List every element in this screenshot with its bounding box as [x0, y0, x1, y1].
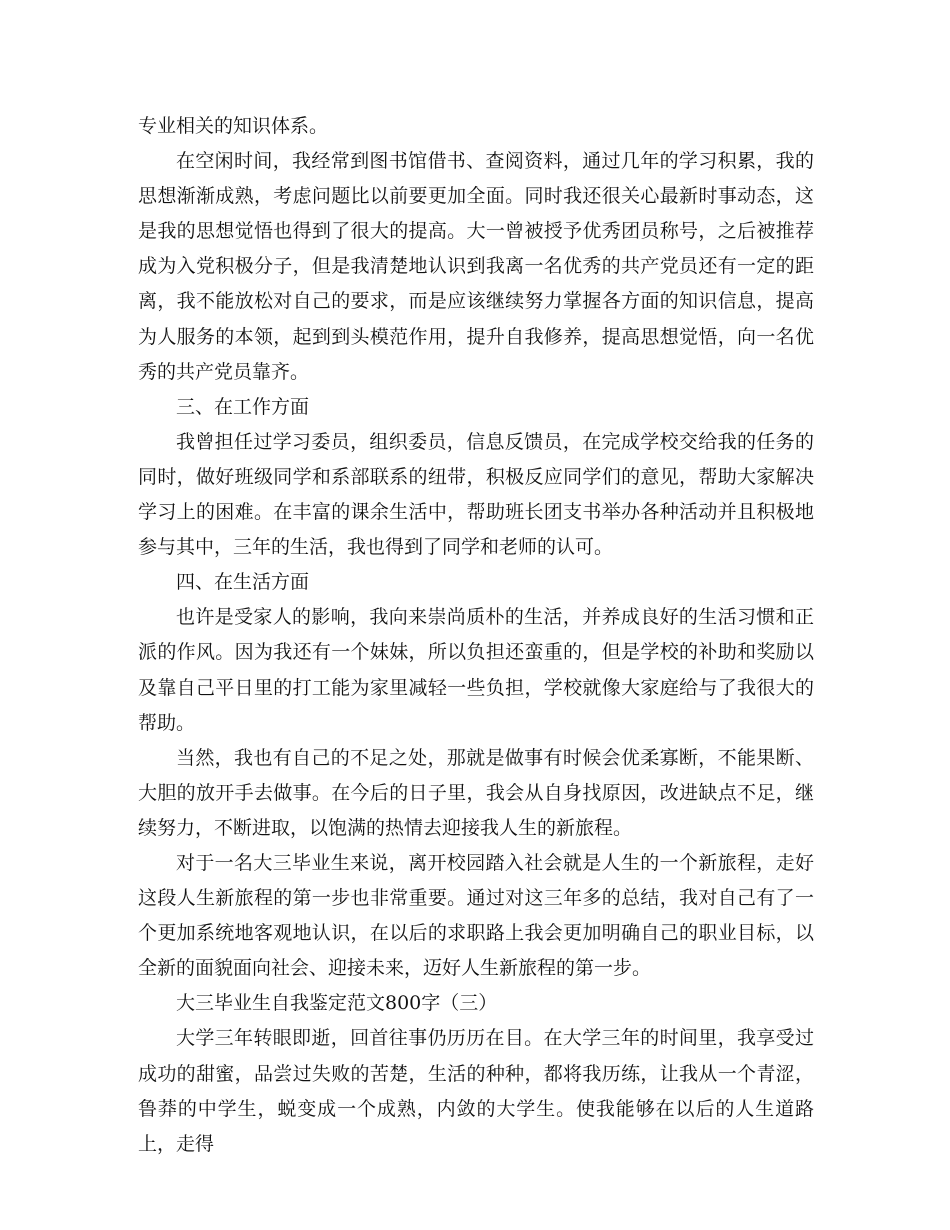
sample-title: 大三毕业生自我鉴定范文800字（三） [176, 992, 498, 1015]
paragraph-sample-intro: 大学三年转眼即逝，回首往事仍历历在目。在大学三年的时间里，我享受过成功的甜蜜，品尝过失败的苦楚，生活的种种，都将我历练，让我从一个青涩，鲁莽的中学生，蜕变成一个成熟，内敛的大学生。使我能够在以后的人生道路上，走得 [138, 1027, 814, 1155]
section-heading-life: 四、在生活方面 [176, 571, 310, 594]
document-body [138, 109, 814, 1162]
paragraph-life: 也许是受家人的影响，我向来崇尚质朴的生活，并养成良好的生活习惯和正派的作风。因为我还有一个妹妹，所以负担还蛮重的，但是学校的补助和奖励以及靠自己平日里的打工能为家里减轻一些负担，学校就像大家庭给与了我很大的帮助。 [138, 606, 814, 734]
section-heading-work: 三、在工作方面 [176, 395, 310, 418]
paragraph-study: 在空闲时间，我经常到图书馆借书、查阅资料，通过几年的学习积累，我的思想渐渐成熟，考虑问题比以前要更加全面。同时我还很关心最新时事动态，这是我的思想觉悟也得到了很大的提高。大一曾被授予优秀团员称号，之后被推荐成为入党积极分子，但是我清楚地认识到我离一名优秀的共产党员还有一定的距离，我不能放松对自己的要求，而是应该继续努力掌握各方面的知识信息，提高为人服务的本领，起到到头模范作用，提升自我修养，提高思想觉悟，向一名优秀的共产党员靠齐。 [138, 150, 814, 383]
paragraph-conclusion: 对于一名大三毕业生来说，离开校园踏入社会就是人生的一个新旅程，走好这段人生新旅程的第一步也非常重要。通过对这三年多的总结，我对自己有了一个更加系统地客观地认识，在以后的求职路上我会更加明确自己的职业目标，以全新的面貌面向社会、迎接未来，迈好人生新旅程的第一步。 [138, 851, 814, 980]
paragraph-continuation: 专业相关的知识体系。 [138, 115, 329, 137]
paragraph-work: 我曾担任过学习委员，组织委员，信息反馈员，在完成学校交给我的任务的同时，做好班级同学和系部联系的纽带，积极反应同学们的意见，帮助大家解决学习上的困难。在丰富的课余生活中，帮助班长团支书举办各种活动并且积极地参与其中，三年的生活，我也得到了同学和老师的认可。 [138, 430, 814, 559]
paragraph-shortcomings: 当然，我也有自己的不足之处，那就是做事有时候会优柔寡断，不能果断、大胆的放开手去做事。在今后的日子里，我会从自身找原因，改进缺点不足，继续努力，不断进取，以饱满的热情去迎接我人生的新旅程。 [138, 746, 814, 839]
